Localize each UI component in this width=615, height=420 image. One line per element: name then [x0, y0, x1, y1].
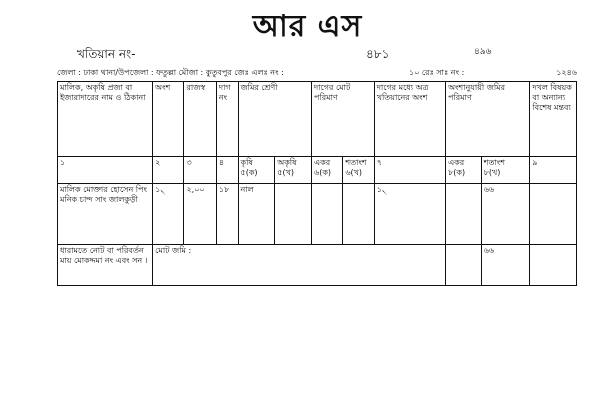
- col-num-8a: [446, 157, 482, 184]
- rs-number: ১২৪৬: [556, 68, 577, 77]
- record-row: [58, 184, 577, 245]
- col-5b-number: ৫(খ): [277, 168, 294, 177]
- col-num-9: ৯: [530, 157, 577, 184]
- location-info: জেলা : ঢাকা থানা/উপজেলা : ফতুল্লা মৌজা : কুতুবপুর জেঃ এলঃ নং :: [57, 68, 284, 77]
- col-num-5a: [238, 157, 275, 184]
- footer-total-acre: [446, 245, 482, 286]
- header-dag-no: দাগ নং: [216, 82, 238, 157]
- record-possession: [530, 184, 577, 245]
- footer-total-label: মোট জমি :: [153, 245, 446, 286]
- col-num-3: ৩: [184, 157, 216, 184]
- col-num-1: ১: [58, 157, 153, 184]
- jl-number-label: ১০ রেঃ সাঃ নং :: [409, 68, 465, 77]
- khatian-number-alt: ৪৯৬: [474, 47, 492, 57]
- col-6a-label: একর: [314, 158, 331, 167]
- record-revenue: ২,০০: [184, 184, 216, 245]
- header-land-class: জমির শ্রেণী: [238, 82, 312, 157]
- footer-row: [58, 245, 577, 286]
- header-revenue: রাজস্ব: [184, 82, 216, 157]
- record-land-class: নাল: [238, 184, 275, 245]
- header-khatian-share: দাগের মধ্যে অত্র খতিয়ানের অংশ: [374, 82, 445, 157]
- header-row: [58, 82, 577, 157]
- record-khatian-share: ১৲: [374, 184, 445, 245]
- col-5a-number: ৫(ক): [240, 168, 258, 177]
- col-num-8b: [481, 157, 530, 184]
- record-non-agri: [275, 184, 312, 245]
- col-6b-number: ৬(খ): [345, 168, 363, 177]
- col-5b-label: অকৃষি: [277, 158, 297, 167]
- footer-remarks: [530, 245, 577, 286]
- header-share: অংশ: [153, 82, 184, 157]
- col-num-2: ২: [153, 157, 184, 184]
- col-num-7: ৭: [374, 157, 445, 184]
- col-8b-label: শতাংশ: [483, 158, 505, 167]
- footer-note: ধারামতে নোট বা পরিবর্তন মায় মোকদ্দমা নং এবং সন ।: [58, 245, 153, 286]
- header-dag-total: দাগের মোট পরিমাণ: [312, 82, 375, 157]
- col-8a-number: ৮(ক): [448, 168, 466, 177]
- khatian-number: ৪৮১: [366, 47, 390, 61]
- col-8b-number: ৮(খ): [483, 168, 501, 177]
- record-share-acre: [446, 184, 482, 245]
- col-8a-label: একর: [448, 158, 465, 167]
- col-num-5b: [275, 157, 312, 184]
- header-owner: মালিক, অকৃষি প্রজা বা ইজারাদারের নাম ও ঠিকানা: [58, 82, 153, 157]
- header-possession: দখল বিষয়ক বা অন্যান্য বিশেষ মন্তব্য: [530, 82, 577, 157]
- col-num-6b: [343, 157, 374, 184]
- record-dag-satangsho: [343, 184, 374, 245]
- location-info-row: [57, 67, 577, 80]
- column-number-row: [58, 157, 577, 184]
- header-share-land: অংশানুযায়ী জমির পরিমাণ: [446, 82, 530, 157]
- col-num-6a: [312, 157, 343, 184]
- col-num-4: ৪: [216, 157, 238, 184]
- record-dag-acre: [312, 184, 343, 245]
- footer-total-value: ৬৬: [481, 245, 530, 286]
- col-6b-label: শতাংশ: [345, 158, 367, 167]
- col-6a-number: ৬(ক): [314, 168, 332, 177]
- col-5a-label: কৃষি: [240, 158, 253, 167]
- record-share-satangsho: ৬৬: [481, 184, 530, 245]
- record-owner: মালিক মোক্তার হোসেন পিং মনিক চান্দ সাং জালকুড়ী: [58, 184, 153, 245]
- khatian-table: [57, 81, 577, 286]
- record-dag-no: ১৮: [216, 184, 238, 245]
- khatian-label: খতিয়ান নং-: [77, 47, 136, 61]
- page-title: আর এস: [252, 9, 363, 44]
- record-share: ১৲: [153, 184, 184, 245]
